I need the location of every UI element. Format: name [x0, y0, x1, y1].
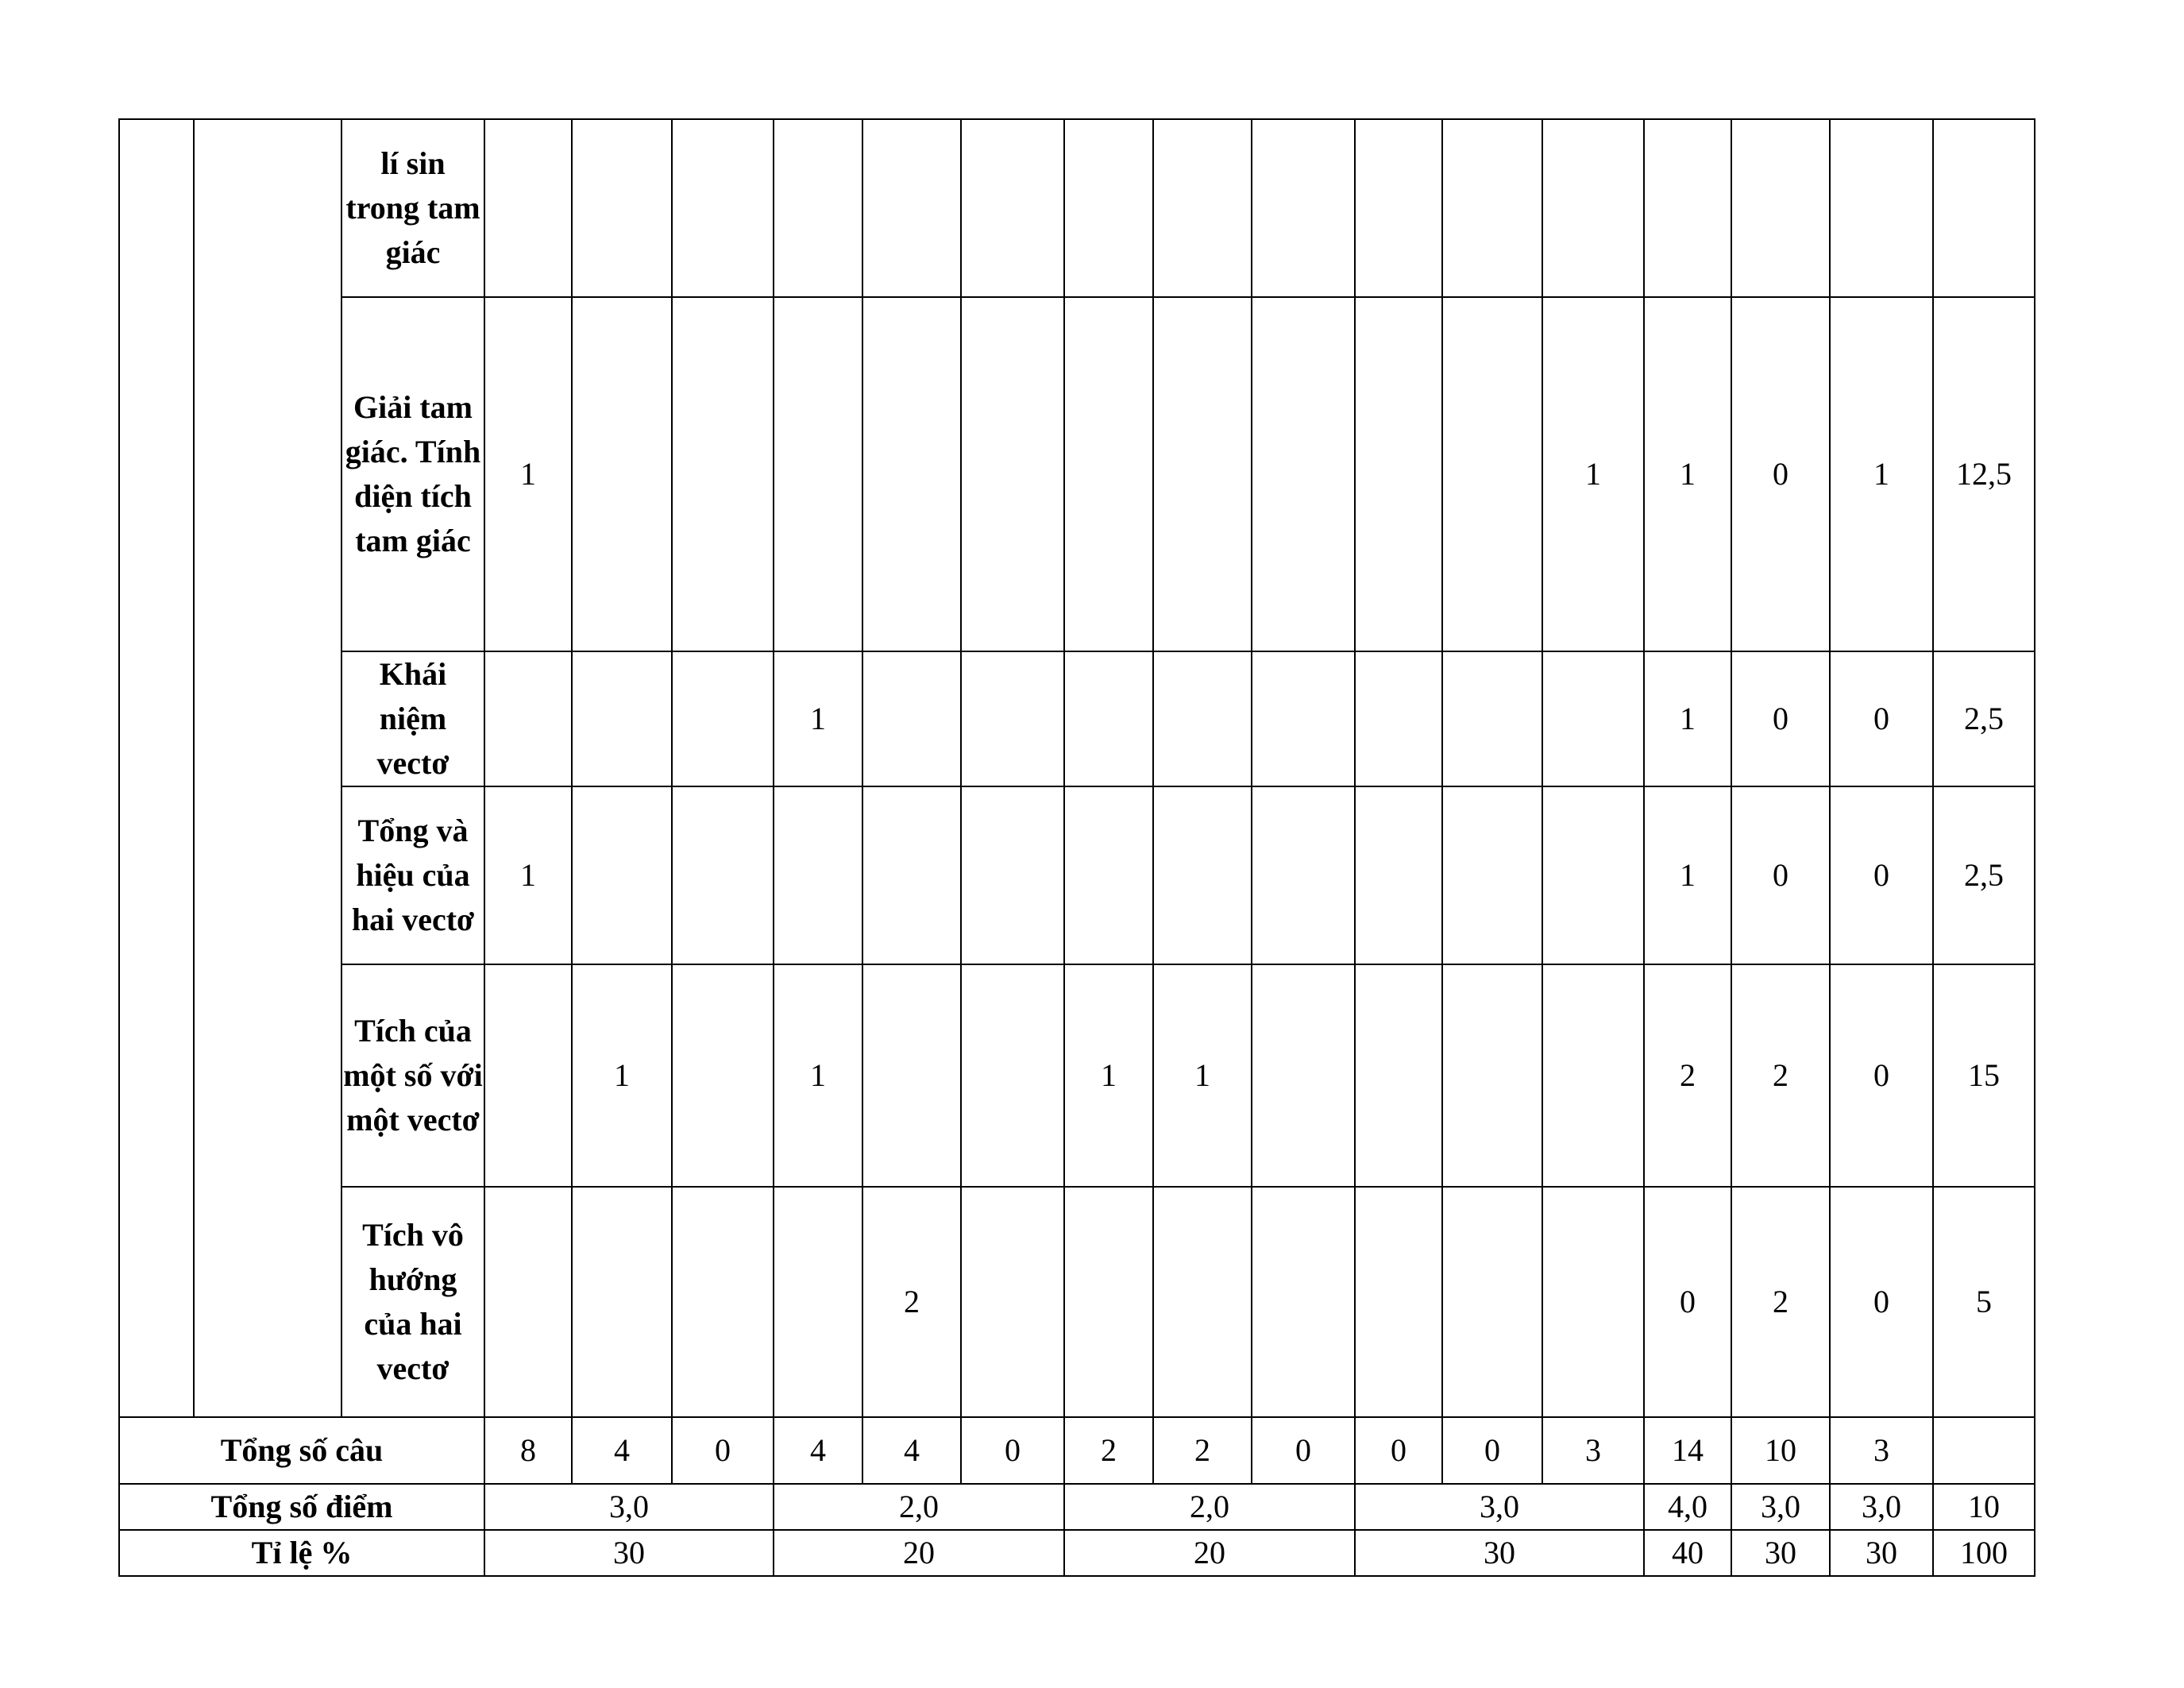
data-cell — [1064, 1187, 1153, 1417]
data-cell — [484, 119, 572, 297]
data-cell — [572, 297, 672, 651]
data-cell: 2 — [862, 1187, 961, 1417]
data-cell: 1 — [484, 786, 572, 964]
data-cell: 15 — [1933, 964, 2035, 1187]
data-cell: 12,5 — [1933, 297, 2035, 651]
total-cell: 0 — [961, 1417, 1064, 1484]
data-cell — [1933, 119, 2035, 297]
data-cell: 1 — [774, 651, 862, 786]
data-cell — [1442, 119, 1542, 297]
table-row — [119, 786, 2035, 964]
data-cell — [1252, 964, 1355, 1187]
data-cell — [1153, 786, 1252, 964]
total-cell: 3,0 — [484, 1484, 774, 1530]
topic-cell: Giải tam giác. Tính diện tích tam giác — [341, 297, 484, 651]
total-cell: 30 — [1355, 1530, 1644, 1576]
data-cell — [1153, 1187, 1252, 1417]
table-row — [119, 297, 2035, 651]
data-cell — [672, 119, 774, 297]
data-cell — [1644, 119, 1731, 297]
chapter-number-cell — [119, 119, 194, 1417]
total-cell: 8 — [484, 1417, 572, 1484]
data-cell — [1153, 651, 1252, 786]
data-cell — [1252, 786, 1355, 964]
topic-cell: Khái niệm vectơ — [341, 651, 484, 786]
data-cell — [1830, 119, 1933, 297]
data-cell — [774, 1187, 862, 1417]
data-cell: 1 — [484, 297, 572, 651]
data-cell: 1 — [1644, 651, 1731, 786]
data-cell — [572, 1187, 672, 1417]
data-cell — [572, 119, 672, 297]
data-cell: 2,5 — [1933, 651, 2035, 786]
total-cell: 10 — [1731, 1417, 1830, 1484]
data-cell — [484, 1187, 572, 1417]
table-row — [119, 964, 2035, 1187]
data-cell — [672, 786, 774, 964]
data-cell — [1064, 119, 1153, 297]
data-cell — [1252, 119, 1355, 297]
data-cell: 1 — [774, 964, 862, 1187]
total-cell: 3 — [1542, 1417, 1644, 1484]
data-cell — [672, 1187, 774, 1417]
data-cell: 1 — [1542, 297, 1644, 651]
data-cell — [961, 297, 1064, 651]
data-cell — [1355, 297, 1442, 651]
data-cell — [961, 964, 1064, 1187]
data-cell — [572, 786, 672, 964]
data-cell — [961, 1187, 1064, 1417]
topic-cell: Tích của một số với một vectơ — [341, 964, 484, 1187]
data-cell — [961, 651, 1064, 786]
test-matrix-table — [118, 118, 2035, 1577]
data-cell — [1542, 651, 1644, 786]
data-cell — [774, 297, 862, 651]
data-cell — [1064, 651, 1153, 786]
data-cell — [862, 119, 961, 297]
data-cell — [862, 964, 961, 1187]
data-cell: 0 — [1644, 1187, 1731, 1417]
total-cell: 0 — [1442, 1417, 1542, 1484]
data-cell — [1442, 964, 1542, 1187]
total-percent-row — [119, 1530, 2035, 1576]
total-cell: 4,0 — [1644, 1484, 1731, 1530]
total-cell: 4 — [774, 1417, 862, 1484]
data-cell — [672, 964, 774, 1187]
data-cell — [1355, 1187, 1442, 1417]
total-cell: 30 — [1731, 1530, 1830, 1576]
total-cell: 0 — [1252, 1417, 1355, 1484]
data-cell — [774, 786, 862, 964]
data-cell: 1 — [1830, 297, 1933, 651]
data-cell — [862, 651, 961, 786]
data-cell — [1355, 651, 1442, 786]
data-cell — [1542, 786, 1644, 964]
total-cell: 3,0 — [1830, 1484, 1933, 1530]
data-cell — [1355, 964, 1442, 1187]
data-cell — [1355, 786, 1442, 964]
total-cell: 2 — [1153, 1417, 1252, 1484]
data-cell — [862, 297, 961, 651]
total-cell: 2,0 — [1064, 1484, 1355, 1530]
data-cell — [1252, 651, 1355, 786]
total-cell: 4 — [862, 1417, 961, 1484]
data-cell: 0 — [1731, 651, 1830, 786]
data-cell — [1153, 119, 1252, 297]
table-row — [119, 651, 2035, 786]
data-cell: 1 — [1644, 786, 1731, 964]
data-cell: 2,5 — [1933, 786, 2035, 964]
total-cell: 30 — [1830, 1530, 1933, 1576]
total-points-row — [119, 1484, 2035, 1530]
data-cell — [1252, 297, 1355, 651]
total-cell: 30 — [484, 1530, 774, 1576]
total-cell — [1933, 1417, 2035, 1484]
data-cell: 1 — [572, 964, 672, 1187]
data-cell: 0 — [1731, 786, 1830, 964]
topic-cell: lí sin trong tam giác — [341, 119, 484, 297]
data-cell — [484, 964, 572, 1187]
total-cell: 2 — [1064, 1417, 1153, 1484]
total-points-label: Tổng số điểm — [119, 1484, 484, 1530]
data-cell — [1355, 119, 1442, 297]
data-cell: 5 — [1933, 1187, 2035, 1417]
data-cell — [1442, 1187, 1542, 1417]
data-cell — [572, 651, 672, 786]
data-cell: 2 — [1731, 964, 1830, 1187]
total-cell: 2,0 — [774, 1484, 1064, 1530]
total-questions-row — [119, 1417, 2035, 1484]
total-cell: 0 — [1355, 1417, 1442, 1484]
data-cell — [484, 651, 572, 786]
data-cell — [774, 119, 862, 297]
total-cell: 0 — [672, 1417, 774, 1484]
data-cell — [1542, 119, 1644, 297]
data-cell — [1442, 297, 1542, 651]
chapter-name-cell — [194, 119, 341, 1417]
data-cell: 2 — [1644, 964, 1731, 1187]
data-cell — [1442, 651, 1542, 786]
total-cell: 3,0 — [1355, 1484, 1644, 1530]
data-cell: 0 — [1830, 1187, 1933, 1417]
data-cell — [1542, 964, 1644, 1187]
data-cell — [1064, 786, 1153, 964]
table-row — [119, 1187, 2035, 1417]
total-questions-label: Tổng số câu — [119, 1417, 484, 1484]
total-cell: 20 — [1064, 1530, 1355, 1576]
data-cell — [1542, 1187, 1644, 1417]
topic-cell: Tổng và hiệu của hai vectơ — [341, 786, 484, 964]
table-row — [119, 119, 2035, 297]
total-cell: 14 — [1644, 1417, 1731, 1484]
data-cell: 1 — [1153, 964, 1252, 1187]
data-cell: 0 — [1830, 651, 1933, 786]
total-cell: 40 — [1644, 1530, 1731, 1576]
data-cell — [1442, 786, 1542, 964]
total-cell: 4 — [572, 1417, 672, 1484]
data-cell — [961, 786, 1064, 964]
data-cell: 1 — [1064, 964, 1153, 1187]
data-cell: 0 — [1731, 297, 1830, 651]
total-cell: 10 — [1933, 1484, 2035, 1530]
data-cell — [672, 297, 774, 651]
data-cell — [1153, 297, 1252, 651]
data-cell: 0 — [1830, 964, 1933, 1187]
total-percent-label: Tỉ lệ % — [119, 1530, 484, 1576]
data-cell — [1252, 1187, 1355, 1417]
data-cell: 1 — [1644, 297, 1731, 651]
total-cell: 3 — [1830, 1417, 1933, 1484]
total-cell: 3,0 — [1731, 1484, 1830, 1530]
topic-cell: Tích vô hướng của hai vectơ — [341, 1187, 484, 1417]
total-cell: 20 — [774, 1530, 1064, 1576]
total-cell: 100 — [1933, 1530, 2035, 1576]
data-cell — [1064, 297, 1153, 651]
data-cell: 0 — [1830, 786, 1933, 964]
data-cell — [672, 651, 774, 786]
data-cell — [961, 119, 1064, 297]
data-cell — [1731, 119, 1830, 297]
data-cell — [862, 786, 961, 964]
data-cell: 2 — [1731, 1187, 1830, 1417]
